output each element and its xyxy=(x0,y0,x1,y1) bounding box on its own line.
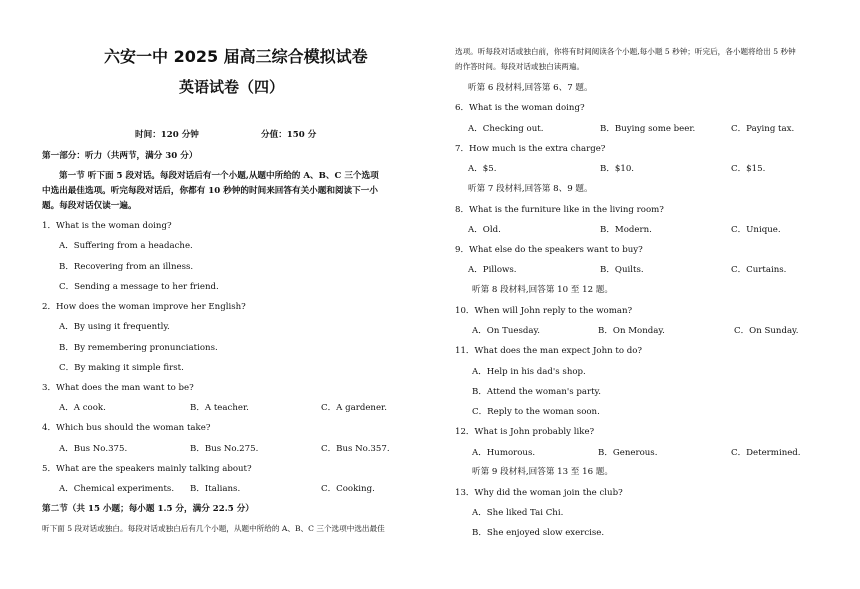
option: A．$5. xyxy=(468,164,497,174)
option: C．Determined. xyxy=(731,448,801,458)
question-stem: 6．What is the woman doing? xyxy=(455,103,585,113)
school-title: 六安一中 2025 届高三综合模拟试卷 xyxy=(104,47,368,66)
option: A．On Tuesday. xyxy=(472,326,540,336)
option: C．Bus No.357. xyxy=(321,444,390,454)
option: C．Curtains. xyxy=(731,265,787,275)
question-stem: 10．When will John reply to the woman? xyxy=(455,306,633,316)
option: B．Buying some beer. xyxy=(600,124,696,134)
section2-instruction: 选项。听每段对话或独白前，你将有时间阅读各个小题,每小题 5 秒钟；听完后，各小题将给出 5 秒钟 xyxy=(455,47,796,56)
question-stem: 7．How much is the extra charge? xyxy=(455,144,606,154)
option: B．On Monday. xyxy=(598,326,665,336)
option: A．Suffering from a headache. xyxy=(59,241,193,251)
option: B．Quilts. xyxy=(600,265,644,275)
question-stem: 2．How does the woman improve her English? xyxy=(42,302,246,312)
question-stem: 8．What is the furniture like in the living room? xyxy=(455,205,664,215)
material-label: 听第 9 段材料,回答第 13 至 16 题。 xyxy=(472,467,613,477)
option: C．Cooking. xyxy=(321,484,375,494)
option: A．Humorous. xyxy=(472,448,536,458)
question-stem: 4．Which bus should the woman take? xyxy=(42,423,211,433)
material-label: 听第 6 段材料,回答第 6、7 题。 xyxy=(468,83,593,93)
part1-title: 第一部分：听力（共两节，满分 30 分） xyxy=(42,151,198,161)
question-stem: 9．What else do the speakers want to buy? xyxy=(455,245,643,255)
option: B．Recovering from an illness. xyxy=(59,262,194,272)
option: B．Bus No.275. xyxy=(190,444,259,454)
option: B．By remembering pronunciations. xyxy=(59,343,218,353)
option: B．$10. xyxy=(600,164,635,174)
option: A．Checking out. xyxy=(468,124,544,134)
question-stem: 13．Why did the woman join the club? xyxy=(455,488,623,498)
score-label: 分值：150 分 xyxy=(261,130,317,140)
question-stem: 3．What does the man want to be? xyxy=(42,383,194,393)
section2-title: 第二节（共 15 小题；每小题 1.5 分，满分 22.5 分） xyxy=(42,504,254,514)
subject-title: 英语试卷（四） xyxy=(179,78,285,96)
option: C．Unique. xyxy=(731,225,781,235)
section1-instruction: 题。每段对话仅读一遍。 xyxy=(42,201,137,211)
option: C．By making it simple first. xyxy=(59,363,184,373)
option: A．By using it frequently. xyxy=(59,322,170,332)
question-stem: 1．What is the woman doing? xyxy=(42,221,172,231)
material-label: 听第 8 段材料,回答第 10 至 12 题。 xyxy=(472,285,613,295)
option: B．Attend the woman's party. xyxy=(472,387,602,397)
question-stem: 5．What are the speakers mainly talking about? xyxy=(42,464,252,474)
option: A．Bus No.375. xyxy=(59,444,128,454)
section2-instruction: 听下面 5 段对话或独白。每段对话或独白后有几个小题，从题中所给的 A、B、C 三个选项中选出最佳 xyxy=(42,524,385,533)
option: A．A cook. xyxy=(59,403,106,413)
option: C．A gardener. xyxy=(321,403,387,413)
option: A．Old. xyxy=(468,225,501,235)
option: A．She liked Tai Chi. xyxy=(472,508,564,518)
option: B．Modern. xyxy=(600,225,652,235)
material-label: 听第 7 段材料,回答第 8、9 题。 xyxy=(468,184,593,194)
option: A．Pillows. xyxy=(468,265,517,275)
section1-instruction: 中选出最佳选项。听完每段对话后，你都有 10 秒钟的时间来回答有关小题和阅读下一小 xyxy=(42,186,378,196)
question-stem: 11．What does the man expect John to do? xyxy=(455,346,643,356)
section1-instruction: 第一节 听下面 5 段对话。每段对话后有一个小题,从题中所给的 A、B、C 三个选项 xyxy=(59,171,379,181)
option: C．$15. xyxy=(731,164,766,174)
option: A．Help in his dad's shop. xyxy=(472,367,586,377)
option: C．On Sunday. xyxy=(734,326,799,336)
question-stem: 12．What is John probably like? xyxy=(455,427,595,437)
option: B．She enjoyed slow exercise. xyxy=(472,528,605,538)
section2-instruction: 的作答时间。每段对话或独白读两遍。 xyxy=(455,62,585,71)
option: C．Paying tax. xyxy=(731,124,795,134)
option: C．Sending a message to her friend. xyxy=(59,282,219,292)
option: C．Reply to the woman soon. xyxy=(472,407,600,417)
option: B．Generous. xyxy=(598,448,658,458)
time-label: 时间：120 分钟 xyxy=(135,130,199,140)
option: B．A teacher. xyxy=(190,403,249,413)
option: A．Chemical experiments. xyxy=(59,484,175,494)
option: B．Italians. xyxy=(190,484,241,494)
